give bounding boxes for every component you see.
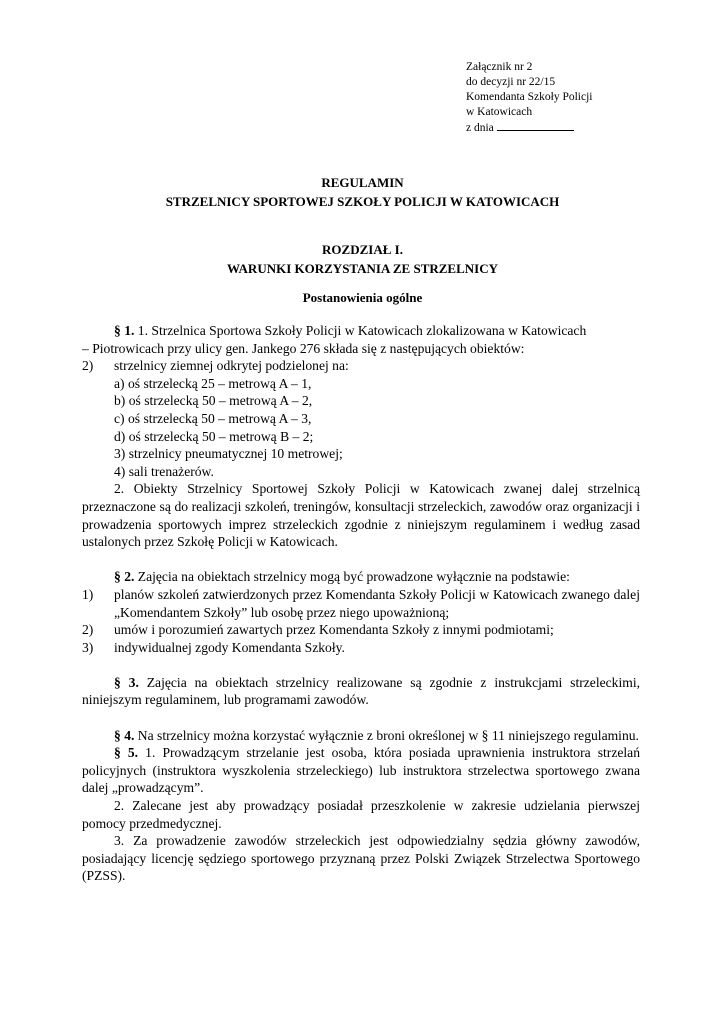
document-title xyxy=(0,173,725,211)
sub-item: c) oś strzelecką 50 – metrową A – 3, xyxy=(114,410,312,426)
paragraph-5-2: 2. Zalecane jest aby prowadzący posiadał przeszkolenie w zakresie udzielania pierwszej pomocy przedmedycznej. xyxy=(82,798,640,831)
chapter-line: ROZDZIAŁ I. xyxy=(322,242,403,257)
paragraph-4: § 4. Na strzelnicy można korzystać wyłącznie z broni określonej w § 11 niniejszego regulaminu. xyxy=(114,727,639,743)
list-item: 3) indywidualnej zgody Komendanta Szkoły. xyxy=(82,639,345,655)
annex-date-line xyxy=(466,120,592,136)
section-mark: § 2. xyxy=(114,569,135,585)
document-body xyxy=(82,322,640,885)
paragraph-5-3: 3. Za prowadzenie zawodów strzeleckich jest odpowiedzialny sędzia główny zawodów, posiadający licencję sędziego sportowego przyznaną przez Polski Związek Strzelectwa Sportowego (PZSS). xyxy=(82,833,640,884)
title-line: STRZELNICY SPORTOWEJ SZKOŁY POLICJI W KATOWICACH xyxy=(165,194,560,209)
list-item: 2) umów i porozumień zawartych przez Komendanta Szkoły z innymi podmiotami; xyxy=(82,622,554,638)
sub-item: b) oś strzelecką 50 – metrową A – 2, xyxy=(114,393,313,409)
section-mark: § 4. xyxy=(114,727,135,743)
paragraph-1-1: § 1. 1. Strzelnica Sportowa Szkoły Policji w Katowicach zlokalizowana w Katowicach xyxy=(114,323,587,338)
list-item: 1) planów szkoleń zatwierdzonych przez Komendanta Szkoły Policji w Katowicach zwanego dalej „Komendantem Szkoły” lub osobę przez niego upoważnioną; xyxy=(82,586,640,620)
paragraph-3: § 3. Zajęcia na obiektach strzelnicy realizowane są zgodnie z instrukcjami strzeleckimi, niniejszym regulaminem, lub programami zawodów. xyxy=(82,674,640,708)
date-blank xyxy=(497,120,574,131)
annex-line: w Katowicach xyxy=(466,106,533,118)
section-mark: § 1. xyxy=(114,323,135,338)
annex-date-label: z dnia xyxy=(466,122,494,134)
annex-line: Komendanta Szkoły Policji xyxy=(466,91,593,103)
sub-item: 4) sali trenażerów. xyxy=(114,463,214,479)
annex-line: do decyzji nr 22/15 xyxy=(466,76,556,88)
list-item: 2) strzelnicy ziemnej odkrytej podzielonej na: xyxy=(82,358,349,374)
section-mark: § 5. xyxy=(114,745,139,761)
paragraph-1-2: 2. Obiekty Strzelnicy Sportowej Szkoły Policji w Katowicach zwanej dalej strzelnicą przeznaczone są do realizacji szkoleń, treningów, konsultacji strzeleckich, zawodów oraz organizacji i prowadzenia sportowych imprez strzeleckich zgodnie z niniejszym regulaminem i według zasad ustalonych przez Szkołę Policji w Katowicach. xyxy=(82,481,640,550)
section-heading: Postanowienia ogólne xyxy=(302,290,423,305)
section-mark: § 3. xyxy=(114,674,139,690)
chapter-heading xyxy=(0,240,725,278)
sub-item: 3) strzelnicy pneumatycznej 10 metrowej; xyxy=(114,446,343,462)
chapter-line: WARUNKI KORZYSTANIA ZE STRZELNICY xyxy=(226,261,498,276)
paragraph-1-1-cont: – Piotrowicach przy ulicy gen. Jankego 276 składa się z następujących obiektów: xyxy=(82,340,525,356)
annex-header xyxy=(466,60,592,136)
paragraph-2: § 2. Zajęcia na obiektach strzelnicy mogą być prowadzone wyłącznie na podstawie: xyxy=(114,569,570,585)
sub-item: d) oś strzelecką 50 – metrową B – 2; xyxy=(114,428,314,444)
paragraph-5-1: § 5. 1. Prowadzącym strzelanie jest osoba, która posiada uprawnienia instruktora strzelań policyjnych (instruktora wyszkolenia strzeleckiego) lub instruktora strzelectwa sportowego zwana dalej „prowadzącym”. xyxy=(82,745,640,796)
title-line: REGULAMIN xyxy=(321,175,404,190)
sub-item: a) oś strzelecką 25 – metrową A – 1, xyxy=(114,375,312,391)
annex-line: Załącznik nr 2 xyxy=(466,61,533,73)
